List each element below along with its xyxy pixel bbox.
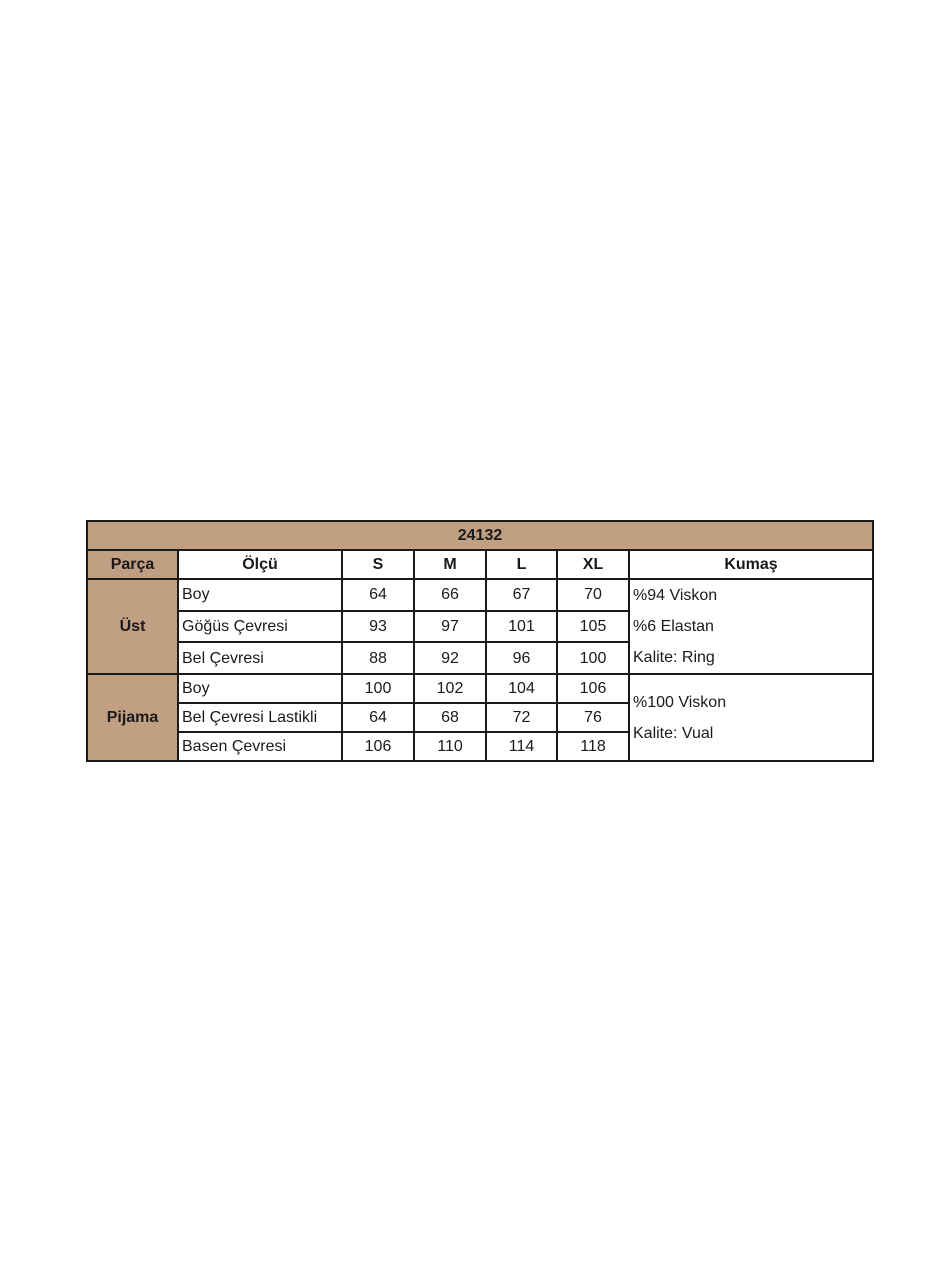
table-row: [87, 674, 873, 703]
size-chart-table: [86, 520, 874, 762]
fabric-line: %6 Elastan: [633, 618, 714, 635]
value-cell: 88: [342, 642, 414, 674]
value-cell: 96: [486, 642, 557, 674]
measure-cell: Göğüs Çevresi: [178, 611, 342, 643]
fabric-cell-pijama: [629, 674, 873, 761]
value-cell: 72: [486, 703, 557, 732]
value-cell: 100: [342, 674, 414, 703]
fabric-line: %94 Viskon: [633, 587, 718, 604]
header-size-l: L: [486, 550, 557, 579]
part-cell-pijama: Pijama: [87, 674, 178, 761]
value-cell: 97: [414, 611, 486, 643]
value-cell: 64: [342, 579, 414, 611]
title-row: [87, 521, 873, 550]
value-cell: 106: [557, 674, 629, 703]
value-cell: 100: [557, 642, 629, 674]
measure-cell: Basen Çevresi: [178, 732, 342, 761]
measure-cell: Boy: [178, 674, 342, 703]
value-cell: 66: [414, 579, 486, 611]
table-row: [87, 579, 873, 611]
value-cell: 68: [414, 703, 486, 732]
header-size-s: S: [342, 550, 414, 579]
measure-cell: Bel Çevresi: [178, 642, 342, 674]
value-cell: 93: [342, 611, 414, 643]
value-cell: 118: [557, 732, 629, 761]
value-cell: 114: [486, 732, 557, 761]
header-size-xl: XL: [557, 550, 629, 579]
value-cell: 104: [486, 674, 557, 703]
fabric-line: Kalite: Vual: [633, 724, 714, 742]
table-title: 24132: [87, 521, 873, 550]
header-measure: Ölçü: [178, 550, 342, 579]
value-cell: 70: [557, 579, 629, 611]
fabric-line: Kalite: Ring: [633, 649, 715, 666]
header-size-m: M: [414, 550, 486, 579]
part-cell-ust: Üst: [87, 579, 178, 674]
value-cell: 92: [414, 642, 486, 674]
value-cell: 67: [486, 579, 557, 611]
measure-cell: Bel Çevresi Lastikli: [178, 703, 342, 732]
value-cell: 64: [342, 703, 414, 732]
header-row: [87, 550, 873, 579]
header-fabric: Kumaş: [629, 550, 873, 579]
value-cell: 106: [342, 732, 414, 761]
value-cell: 101: [486, 611, 557, 643]
measure-cell: Boy: [178, 579, 342, 611]
fabric-line: %100 Viskon: [633, 693, 727, 711]
value-cell: 105: [557, 611, 629, 643]
value-cell: 76: [557, 703, 629, 732]
header-part: Parça: [87, 550, 178, 579]
fabric-cell-ust: [629, 579, 873, 674]
value-cell: 102: [414, 674, 486, 703]
value-cell: 110: [414, 732, 486, 761]
